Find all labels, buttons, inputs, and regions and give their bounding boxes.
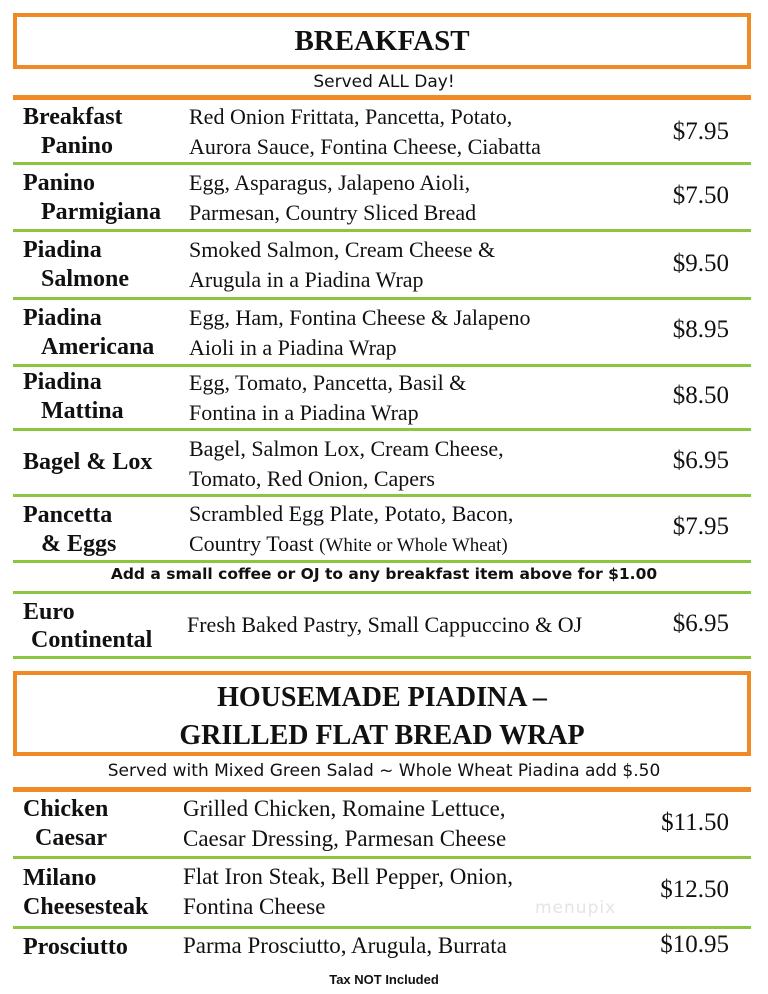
item-description: Egg, Asparagus, Jalapeno Aioli, Parmesan, Country Sliced Bread	[189, 170, 477, 225]
menu-item-bagel-lox	[13, 432, 751, 494]
divider	[13, 162, 751, 165]
item-price: $8.95	[672, 316, 729, 343]
item-description: Flat Iron Steak, Bell Pepper, Onion, Fontina Cheese	[183, 864, 513, 919]
piadina-title-box	[13, 671, 751, 756]
item-description: Grilled Chicken, Romaine Lettuce, Caesar Dressing, Parmesan Cheese	[183, 796, 507, 851]
item-description: Fresh Baked Pastry, Small Cappuccino & OJ	[187, 612, 583, 637]
item-price: $11.50	[661, 809, 729, 836]
addon-note: Add a small coffee or OJ to any breakfast item above for $1.00	[110, 565, 658, 583]
item-price: $8.50	[672, 382, 729, 409]
breakfast-rule	[13, 95, 751, 100]
divider	[13, 656, 751, 659]
divider	[13, 560, 751, 563]
menu-item-pancetta-eggs	[13, 498, 751, 560]
divider	[13, 926, 751, 929]
item-name: Piadina Mattina	[23, 369, 124, 424]
item-name: Euro Continental	[23, 599, 153, 653]
menu-item-piadina-salmone	[13, 233, 751, 297]
item-name: Pancetta & Eggs	[23, 502, 117, 557]
breakfast-title-box	[13, 13, 751, 69]
item-name: Panino Parmigiana	[23, 170, 161, 225]
item-name: Breakfast Panino	[23, 104, 123, 159]
menu-item-piadina-mattina	[13, 368, 751, 428]
menu-item-piadina-americana	[13, 301, 751, 363]
item-description: Smoked Salmon, Cream Cheese & Arugula in a Piadina Wrap	[189, 237, 496, 292]
item-name: Piadina Americana	[23, 305, 155, 360]
divider	[13, 494, 751, 497]
menu-item-euro-continental	[13, 596, 751, 656]
item-description: Scrambled Egg Plate, Potato, Bacon, Country Toast (White or Whole Wheat)	[189, 501, 514, 556]
tax-note: Tax NOT Included	[329, 972, 439, 987]
item-name: Milano Cheesesteak	[23, 865, 149, 920]
divider	[13, 428, 751, 431]
breakfast-title: BREAKFAST	[294, 25, 470, 57]
item-price: $10.95	[660, 931, 729, 958]
item-name: Bagel & Lox	[23, 449, 153, 475]
item-price: $7.95	[672, 118, 729, 145]
menu-item-chicken-caesar	[13, 793, 751, 855]
piadina-rule	[13, 787, 751, 792]
menu-item-breakfast-panino	[13, 101, 751, 161]
piadina-title-line2: GRILLED FLAT BREAD WRAP	[179, 720, 585, 751]
item-name: Prosciutto	[23, 934, 128, 960]
piadina-subtitle: Served with Mixed Green Salad ~ Whole Wheat Piadina add $.50	[107, 761, 661, 781]
divider	[13, 856, 751, 859]
item-description: Bagel, Salmon Lox, Cream Cheese, Tomato, Red Onion, Capers	[189, 436, 504, 491]
item-price: $7.95	[672, 513, 729, 540]
item-name: Piadina Salmone	[23, 237, 130, 292]
item-price: $6.95	[672, 610, 729, 637]
menu-item-panino-parmigiana	[13, 166, 751, 226]
item-name: Chicken Caesar	[23, 796, 109, 851]
item-description: Red Onion Frittata, Pancetta, Potato, Aurora Sauce, Fontina Cheese, Ciabatta	[189, 104, 541, 159]
divider	[13, 229, 751, 232]
item-price: $7.50	[672, 182, 729, 209]
menu-item-prosciutto	[13, 930, 751, 966]
item-description: Egg, Tomato, Pancetta, Basil & Fontina in a Piadina Wrap	[189, 370, 467, 425]
item-description: Parma Prosciutto, Arugula, Burrata	[183, 933, 507, 958]
divider	[13, 297, 751, 300]
breakfast-subtitle: Served ALL Day!	[313, 72, 455, 92]
item-description: Egg, Ham, Fontina Cheese & Jalapeno Aioli in a Piadina Wrap	[189, 305, 531, 360]
piadina-title-line1: HOUSEMADE PIADINA –	[217, 682, 547, 713]
item-price: $12.50	[660, 876, 729, 903]
menu-item-milano-cheesesteak	[13, 860, 751, 926]
divider	[13, 591, 751, 594]
item-price: $6.95	[672, 447, 729, 474]
item-price: $9.50	[672, 250, 729, 277]
divider	[13, 364, 751, 367]
menupix-watermark: menupix	[535, 898, 617, 918]
